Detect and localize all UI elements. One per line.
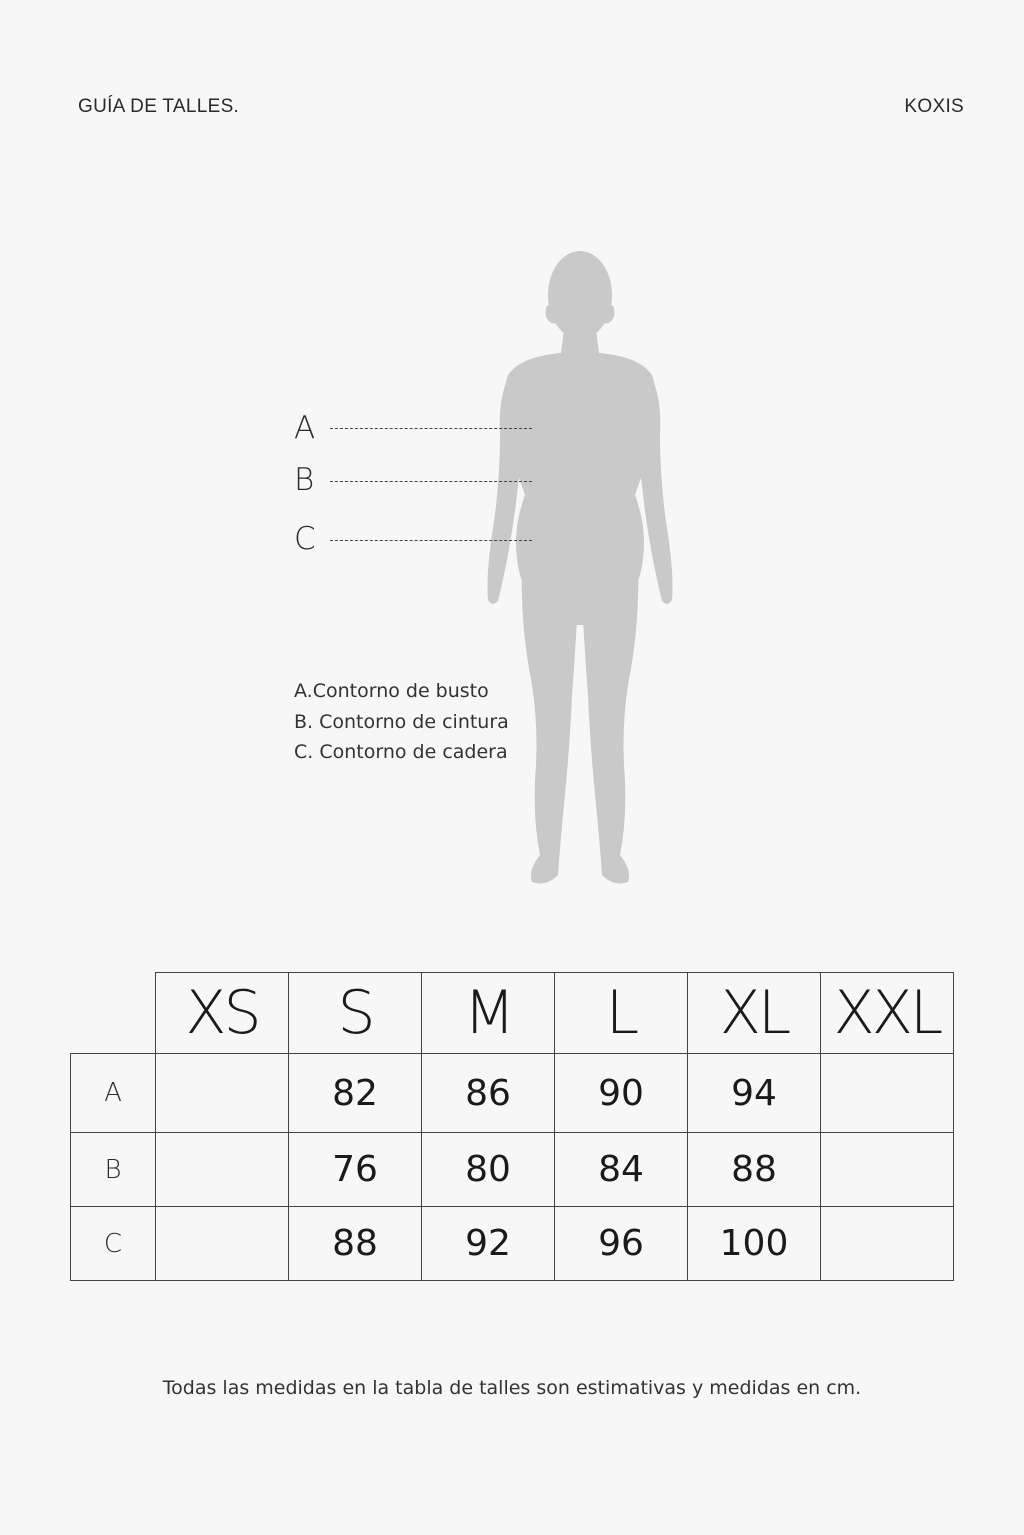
footnote-text: Todas las medidas en la tabla de talles son estimativas y medidas en cm. xyxy=(162,1377,862,1399)
size-header-xs: XS xyxy=(156,973,289,1054)
marker-label-c: C xyxy=(294,521,316,557)
body-silhouette-illustration xyxy=(480,245,680,890)
size-header-s: S xyxy=(289,973,422,1054)
table-row xyxy=(71,1133,954,1207)
table-cell: 84 xyxy=(555,1133,688,1207)
table-cell xyxy=(156,1207,289,1281)
table-cell xyxy=(821,1207,954,1281)
row-label-a: A xyxy=(71,1054,156,1133)
page-title: GUÍA DE TALLES. xyxy=(78,96,240,117)
row-label-b: B xyxy=(71,1133,156,1207)
table-row xyxy=(71,1054,954,1133)
marker-label-a: A xyxy=(294,410,316,446)
table-cell: 76 xyxy=(289,1133,422,1207)
brand-name: KOXIS xyxy=(904,96,964,117)
table-cell: 92 xyxy=(422,1207,555,1281)
table-cell: 88 xyxy=(688,1133,821,1207)
table-cell xyxy=(821,1054,954,1133)
size-header-m: M xyxy=(422,973,555,1054)
table-cell: 94 xyxy=(688,1054,821,1133)
table-cell: 82 xyxy=(289,1054,422,1133)
table-cell xyxy=(821,1133,954,1207)
marker-line-c xyxy=(330,540,532,541)
table-cell: 90 xyxy=(555,1054,688,1133)
size-header-xl: XL xyxy=(688,973,821,1054)
table-cell: 96 xyxy=(555,1207,688,1281)
table-cell: 86 xyxy=(422,1054,555,1133)
table-row xyxy=(71,1207,954,1281)
legend-item-a: A.Contorno de busto xyxy=(294,680,489,702)
legend-item-c: C. Contorno de cadera xyxy=(294,741,508,763)
size-header-xxl: XXL xyxy=(821,973,954,1054)
marker-label-b: B xyxy=(294,462,315,498)
table-corner xyxy=(71,973,156,1054)
row-label-c: C xyxy=(71,1207,156,1281)
table-cell xyxy=(156,1133,289,1207)
table-cell: 100 xyxy=(688,1207,821,1281)
marker-line-a xyxy=(330,428,532,429)
table-cell xyxy=(156,1054,289,1133)
table-cell: 88 xyxy=(289,1207,422,1281)
table-cell: 80 xyxy=(422,1133,555,1207)
legend-item-b: B. Contorno de cintura xyxy=(294,711,509,733)
size-chart-table xyxy=(70,972,954,1281)
size-header-l: L xyxy=(555,973,688,1054)
marker-line-b xyxy=(330,481,532,482)
